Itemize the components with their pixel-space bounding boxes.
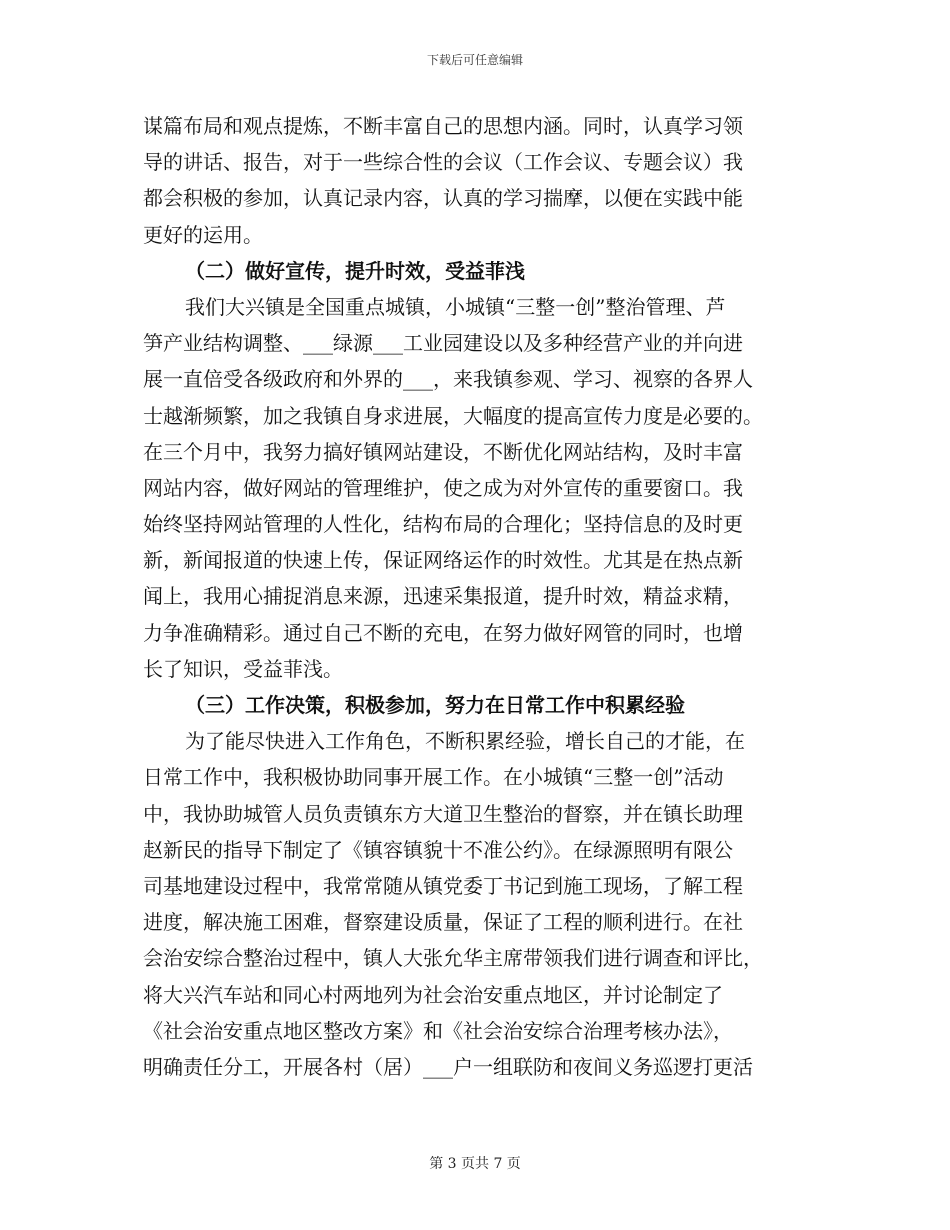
paragraph-line: 将大兴汽车站和同心村两地列为社会治安重点地区，并讨论制定了: [143, 982, 723, 1007]
paragraph-line: 在三个月中，我努力搞好镇网站建设，不断优化网站结构，及时丰富: [143, 439, 743, 464]
section-heading: （二）做好宣传，提升时效，受益菲浅: [185, 258, 525, 283]
paragraph-line: 《社会治安重点地区整改方案》和《社会治安综合治理考核办法》，: [143, 1018, 733, 1043]
paragraph-line: 赵新民的指导下制定了《镇容镇貌十不准公约》。在绿源照明有限公: [143, 837, 733, 862]
paragraph-line: 导的讲话、报告，对于一些综合性的会议（工作会议、专题会议）我: [143, 150, 743, 175]
document-body: [143, 108, 813, 1085]
paragraph-line: 我们大兴镇是全国重点城镇，小城镇“三整一创”整治管理、芦: [185, 294, 726, 319]
paragraph-line: 笋产业结构调整、___绿源___工业园建设以及多种经营产业的并向进: [143, 331, 743, 356]
paragraph-line: 司基地建设过程中，我常常随从镇党委丁书记到施工现场，了解工程: [143, 873, 743, 898]
page-number: 第 3 页共 7 页: [429, 1156, 521, 1172]
paragraph-line: 长了知识，受益菲浅。: [143, 656, 343, 681]
paragraph-line: 会治安综合整治过程中，镇人大张允华主席带领我们进行调查和评比，: [143, 946, 763, 971]
paragraph-line: 日常工作中，我积极协助同事开展工作。在小城镇“三整一创”活动: [143, 765, 724, 790]
paragraph-line: 网站内容，做好网站的管理维护，使之成为对外宣传的重要窗口。我: [143, 475, 743, 500]
paragraph-line: 闻上，我用心捕捉消息来源，迅速采集报道，提升时效，精益求精，: [143, 584, 743, 609]
paragraph-line: 进度，解决施工困难，督察建设质量，保证了工程的顺利进行。在社: [143, 910, 743, 935]
paragraph-line: 更好的运用。: [143, 222, 263, 247]
section-heading: （三）工作决策，积极参加，努力在日常工作中积累经验: [185, 693, 685, 717]
paragraph-line: 都会积极的参加，认真记录内容，认真的学习揣摩，以便在实践中能: [143, 186, 743, 211]
paragraph-line: 士越渐频繁，加之我镇自身求进展，大幅度的提高宣传力度是必要的。: [143, 403, 763, 428]
paragraph-line: 始终坚持网站管理的人性化，结构布局的合理化；坚持信息的及时更: [143, 512, 743, 537]
paragraph-line: 明确责任分工，开展各村（居）___户一组联防和夜间义务巡逻打更活: [143, 1054, 753, 1079]
page-header-note: 下载后可任意编辑: [426, 53, 523, 67]
paragraph-line: 展一直倍受各级政府和外界的___，来我镇参观、学习、视察的各界人: [143, 367, 753, 392]
paragraph-line: 新，新闻报道的快速上传，保证网络运作的时效性。尤其是在热点新: [143, 548, 743, 573]
paragraph-line: 谋篇布局和观点提炼，不断丰富自己的思想内涵。同时，认真学习领: [143, 114, 743, 138]
paragraph-line: 为了能尽快进入工作角色，不断积累经验，增长自己的才能，在: [185, 729, 745, 754]
paragraph-line: 中，我协助城管人员负责镇东方大道卫生整治的督察，并在镇长助理: [143, 801, 743, 826]
paragraph-line: 力争准确精彩。通过自己不断的充电，在努力做好网管的同时，也增: [143, 620, 743, 645]
